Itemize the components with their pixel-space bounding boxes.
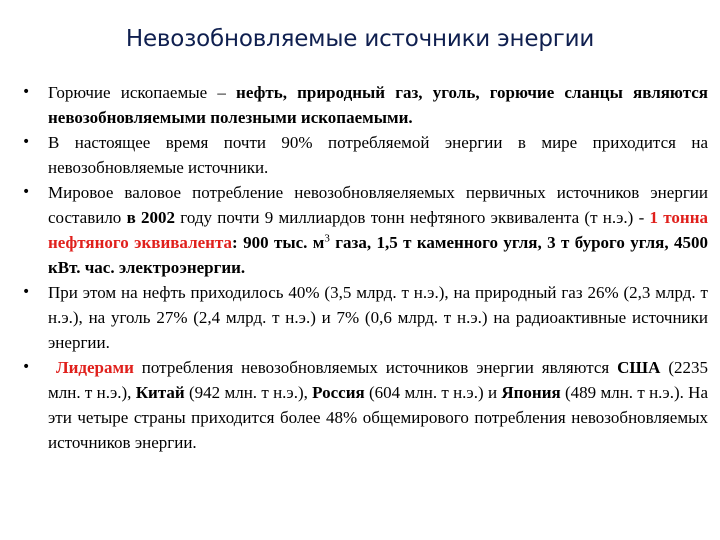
bullet-dot-icon: • (22, 84, 31, 100)
bullet-dot-icon: • (22, 359, 31, 375)
b3-text-5: : 900 тыс. м (232, 233, 325, 252)
slide-title: Невозобновляемые источники энергии (125, 26, 595, 52)
bullet-item-world-consumption (18, 180, 708, 280)
b3-sup: 3 (324, 232, 330, 245)
b5-text-10: (489 млн. т н.э.). На эти четыре страны приходится более 48% общемирового потребления невозобновляемых источников энергии. (48, 383, 708, 452)
b5-text-7: Россия (312, 383, 365, 402)
b5-text-5: Китай (135, 383, 185, 402)
b1-text-1: Горючие ископаемые – (48, 83, 237, 102)
b3-text-3: году почти 9 миллиардов тонн нефтяного эквивалента (т н.э.) - (175, 208, 650, 227)
b2-text-1: В настоящее время почти 90% потребляемой энергии в мире приходится на невозобновляемые источники. (48, 133, 708, 177)
b5-text-3: США (617, 358, 661, 377)
bullet-dot-icon: • (22, 284, 31, 300)
b3-text-2: в 2002 (126, 208, 176, 227)
b5-text-4: (2235 млн. т н.э.), (48, 358, 708, 402)
b3-text-4: 1 тонна нефтяного эквивалента (48, 208, 709, 252)
b3-text-1: Мировое валовое потребление невозобновляеляемых первичных источников энергии составило (48, 183, 708, 227)
bullet-dot-icon: • (22, 134, 31, 150)
b1-text-2: нефть, природный газ, уголь, горючие сланцы являются невозобновляемыми полезными ископаемыми. (48, 83, 708, 127)
bullet-item-leaders (18, 355, 708, 455)
bullet-item-shares (18, 280, 708, 355)
bullet-list (18, 80, 708, 455)
bullet-item-fossil-fuels (18, 80, 708, 130)
b5-text-2: потребления невозобновляемых источников энергии являются (133, 358, 618, 377)
b5-text-8: (604 млн. т н.э.) и (364, 383, 502, 402)
bullet-item-ninety-percent (18, 130, 708, 180)
bullet-dot-icon: • (22, 184, 31, 200)
b3-text-6: газа, 1,5 т каменного угля, 3 т бурого угля, 4500 кВт. час. электроэнергии. (48, 233, 708, 277)
b4-text-1: При этом на нефть приходилось 40% (3,5 млрд. т н.э.), на природный газ 26% (2,3 млрд. т н.э.), на уголь 27% (2,4 млрд. т н.э.) и 7% (0,6 млрд. т н.э.) на радиоактивные источники энергии. (48, 283, 708, 352)
b5-text-9: Япония (501, 383, 561, 402)
b5-text-6: (942 млн. т н.э.), (184, 383, 313, 402)
b5-text-1: Лидерами (55, 358, 134, 377)
